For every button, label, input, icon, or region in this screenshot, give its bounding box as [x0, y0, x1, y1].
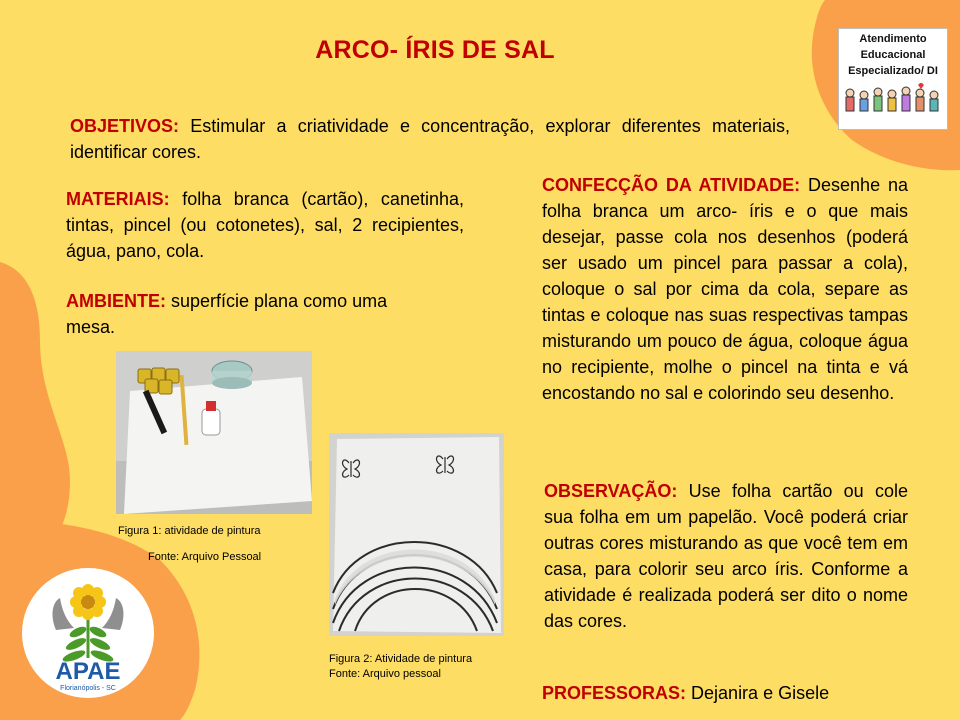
- section-materiais: [66, 186, 464, 264]
- observacao-label: OBSERVAÇÃO:: [544, 481, 678, 501]
- confeccao-text: Desenhe na folha branca um arco- íris e o que mais desejar, passe cola nos desenhos (poderá ser usado um pincel para passar a cola), coloque o sal por cima da cola, separe as tintas e coloque nas suas respectivas tampas misturando um pouco de água, coloque água no recipiente, molhe o pincel na tinta e vá encostando no sal e colorindo seu desenho.: [542, 175, 908, 403]
- badge-line-1: Atendimento: [859, 33, 927, 45]
- figure-1-caption: Figura 1: atividade de pintura: [118, 525, 261, 537]
- apae-name: APAE: [55, 658, 121, 685]
- observacao-text: Use folha cartão ou cole sua folha em um papelão. Você poderá criar outras cores misturando as que você tem em casa, para colorir seu arco íris. Conforme a atividade é realizada poderá ser dito o nome das cores.: [544, 481, 908, 631]
- figure-2-photo: [329, 433, 504, 636]
- badge-line-3: Especializado/ DI: [848, 65, 938, 77]
- apae-logo: [22, 568, 154, 698]
- objetivos-label: OBJETIVOS:: [70, 116, 180, 136]
- materiais-label: MATERIAIS:: [66, 189, 170, 209]
- section-observacao: [544, 478, 908, 634]
- apae-city: Florianópolis - SC: [60, 685, 116, 692]
- page-title: ARCO- ÍRIS DE SAL: [315, 36, 555, 64]
- figure-2-source: Fonte: Arquivo pessoal: [329, 668, 441, 680]
- section-objetivos: [70, 113, 790, 165]
- figure-1-source: Fonte: Arquivo Pessoal: [148, 551, 262, 563]
- professoras-text: Dejanira e Gisele: [686, 683, 830, 703]
- figure-2-caption: Figura 2: Atividade de pintura: [329, 653, 473, 665]
- section-professoras: [542, 680, 922, 706]
- section-ambiente: [66, 288, 396, 340]
- professoras-label: PROFESSORAS:: [542, 683, 687, 703]
- ambiente-label: AMBIENTE:: [66, 291, 166, 311]
- children-illustration-icon: [840, 83, 946, 127]
- badge-line-2: Educacional: [860, 49, 926, 61]
- materiais-text: folha branca (cartão), canetinha, tintas, pincel (ou cotonetes), sal, 2 recipientes, água, pano, cola.: [66, 189, 464, 261]
- sunflower-hands-icon: [22, 576, 154, 666]
- confeccao-label: CONFECÇÃO DA ATIVIDADE:: [542, 175, 801, 195]
- objetivos-text: Estimular a criatividade e concentração, explorar diferentes materiais, identificar cores.: [70, 116, 790, 162]
- aee-badge: [838, 28, 948, 130]
- section-confeccao: [542, 172, 908, 406]
- figure-1-photo: [116, 351, 312, 514]
- ambiente-text: superfície plana como uma mesa.: [66, 291, 388, 337]
